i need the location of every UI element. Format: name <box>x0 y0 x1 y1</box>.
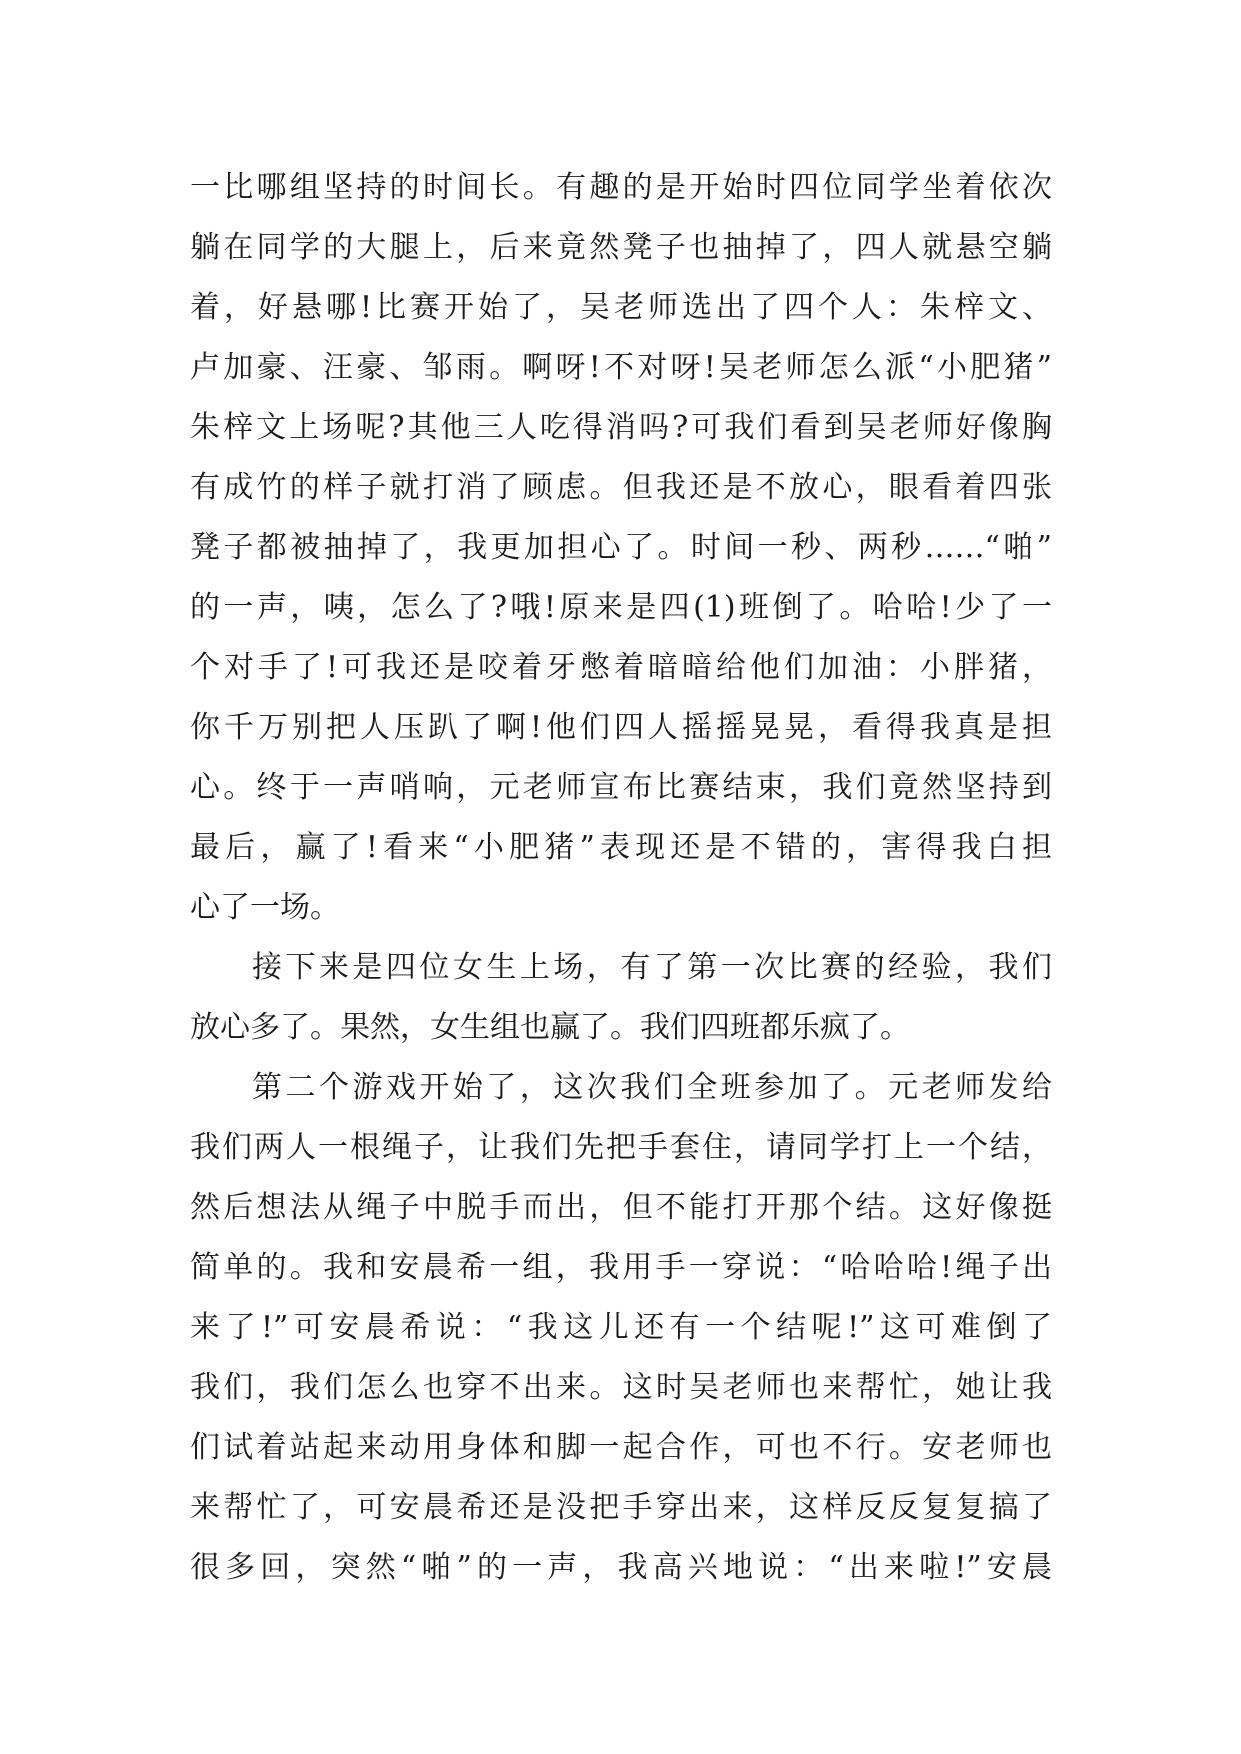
text-line: 你千万别把人压趴了啊!他们四人摇摇晃晃，看得我真是担 <box>190 710 1052 745</box>
text-line: 着，好悬哪!比赛开始了，吴老师选出了四个人：朱梓文、 <box>190 290 1052 325</box>
text-line: 我们，我们怎么也穿不出来。这时吴老师也来帮忙，她让我 <box>190 1370 1052 1405</box>
text-line: 我们两人一根绳子，让我们先把手套住，请同学打上一个结， <box>190 1130 1052 1165</box>
text-line: 个对手了!可我还是咬着牙憋着暗暗给他们加油：小胖猪， <box>190 650 1052 685</box>
text-line: 的一声，咦，怎么了?哦!原来是四(1)班倒了。哈哈!少了一 <box>190 590 1052 625</box>
text-line: 朱梓文上场呢?其他三人吃得消吗?可我们看到吴老师好像胸 <box>190 410 1052 445</box>
text-line: 来帮忙了，可安晨希还是没把手穿出来，这样反反复复搞了 <box>190 1490 1052 1525</box>
text-line: 躺在同学的大腿上，后来竟然凳子也抽掉了，四人就悬空躺 <box>190 230 1052 265</box>
text-line: 们试着站起来动用身体和脚一起合作，可也不行。安老师也 <box>190 1430 1052 1465</box>
text-line: 凳子都被抽掉了，我更加担心了。时间一秒、两秒……“啪” <box>190 530 1052 565</box>
text-line: 心。终于一声哨响，元老师宣布比赛结束，我们竟然坚持到 <box>190 770 1052 805</box>
text-line: 最后，赢了!看来“小肥猪”表现还是不错的，害得我白担 <box>190 830 1052 865</box>
text-line: 心了一场。 <box>190 890 340 925</box>
text-line: 第二个游戏开始了，这次我们全班参加了。元老师发给 <box>252 1070 1052 1105</box>
text-line: 简单的。我和安晨希一组，我用手一穿说：“哈哈哈!绳子出 <box>190 1250 1052 1285</box>
text-line: 放心多了。果然，女生组也赢了。我们四班都乐疯了。 <box>190 1010 910 1045</box>
text-line: 来了!”可安晨希说：“我这儿还有一个结呢!”这可难倒了 <box>190 1310 1052 1345</box>
text-line: 然后想法从绳子中脱手而出，但不能打开那个结。这好像挺 <box>190 1190 1052 1225</box>
text-line: 一比哪组坚持的时间长。有趣的是开始时四位同学坐着依次 <box>190 170 1052 205</box>
text-line: 卢加豪、汪豪、邹雨。啊呀!不对呀!吴老师怎么派“小肥猪” <box>190 350 1052 385</box>
document-body <box>190 158 1052 1598</box>
text-line: 接下来是四位女生上场，有了第一次比赛的经验，我们 <box>252 950 1052 985</box>
text-line: 有成竹的样子就打消了顾虑。但我还是不放心，眼看着四张 <box>190 470 1052 505</box>
text-line: 很多回，突然“啪”的一声，我高兴地说：“出来啦!”安晨 <box>190 1550 1052 1585</box>
